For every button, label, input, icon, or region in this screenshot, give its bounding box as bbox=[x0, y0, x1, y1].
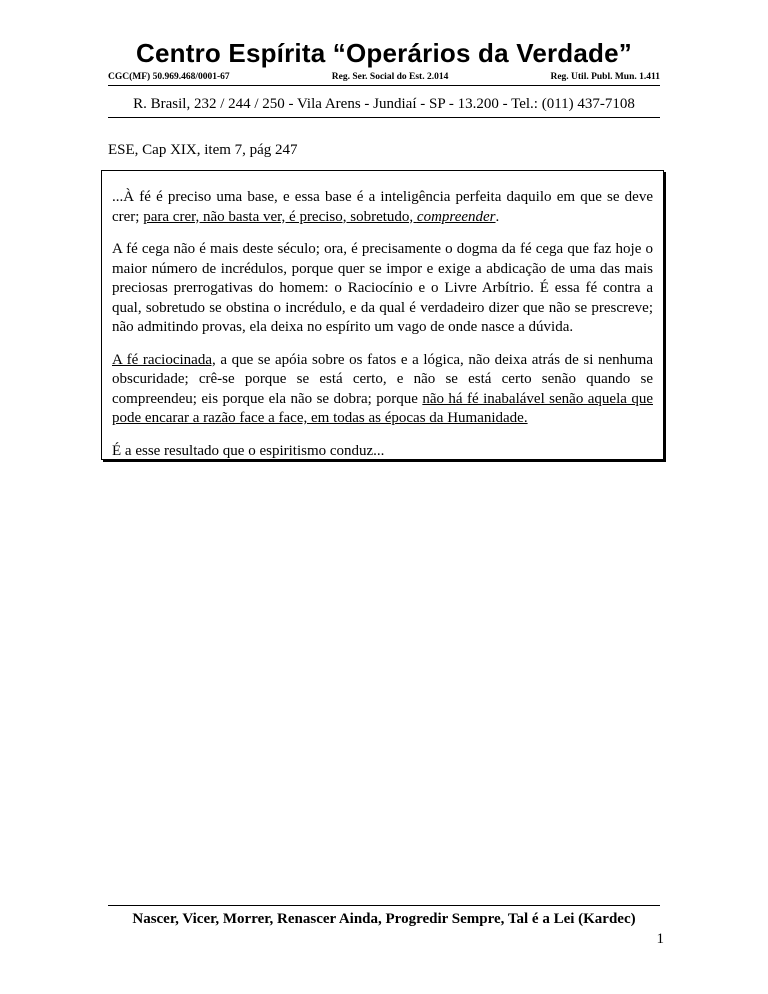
page-title: Centro Espírita “Operários da Verdade” bbox=[136, 38, 632, 68]
quote-paragraph-2: A fé cega não é mais deste século; ora, é precisamente o dogma da fé cega que faz hoje o maior número de incrédulos, porque quer se impor e exige a abdicação de uma das mais preciosas prerrogativas do homem: o Raciocínio e o Livre Arbítrio. É essa fé contra a qual, sobretudo se obstina o incrédulo, e da qual é verdadeiro dizer que não se prescreve; não admitindo provas, ela deixa no espírito um vago de onde nasce a dúvida. bbox=[112, 241, 653, 335]
footer-motto: Nascer, Vicer, Morrer, Renascer Ainda, Progredir Sempre, Tal é a Lei (Kardec) bbox=[132, 911, 636, 927]
underlined-text: A fé raciocinada, bbox=[112, 351, 216, 368]
quote-paragraph-3 bbox=[112, 351, 653, 429]
quote-text: ...À fé é preciso uma base, e essa base é a inteligência perfeita daquilo em que se deve crer; bbox=[112, 189, 653, 225]
underlined-text: para crer, não basta ver, é preciso, sobretudo, bbox=[143, 208, 417, 225]
quote-paragraph-1 bbox=[112, 188, 653, 227]
utility-registration: Reg. Util. Publ. Mun. 1.411 bbox=[550, 72, 660, 82]
cgc-number: CGC(MF) 50.969.468/0001-67 bbox=[108, 72, 230, 82]
underlined-text: não há fé inabalável senão aquela que pode encarar a razão face a face, em todas as épocas da Humanidade. bbox=[112, 390, 653, 426]
quote-text: . bbox=[495, 208, 500, 225]
page-number: 1 bbox=[656, 931, 664, 947]
registration-line bbox=[108, 72, 660, 86]
footer-divider bbox=[108, 905, 660, 906]
social-registration: Reg. Ser. Social do Est. 2.014 bbox=[331, 72, 449, 82]
underlined-italic-text: compreender bbox=[416, 208, 496, 225]
quote-paragraph-4: É a esse resultado que o espiritismo conduz... bbox=[112, 442, 385, 459]
quote-text: a que se apóia sobre os fatos e a lógica, não deixa atrás de si nenhuma obscuridade; crê-se porque se está certo, e não se está certo senão quando se compreendeu; eis porque ela não se dobra; porque bbox=[112, 351, 653, 407]
quote-box bbox=[101, 170, 664, 460]
source-reference: ESE, Cap XIX, item 7, pág 247 bbox=[108, 142, 298, 158]
address-line: R. Brasil, 232 / 244 / 250 - Vila Arens - Jundiaí - SP - 13.200 - Tel.: (011) 437-7108 bbox=[108, 96, 660, 118]
